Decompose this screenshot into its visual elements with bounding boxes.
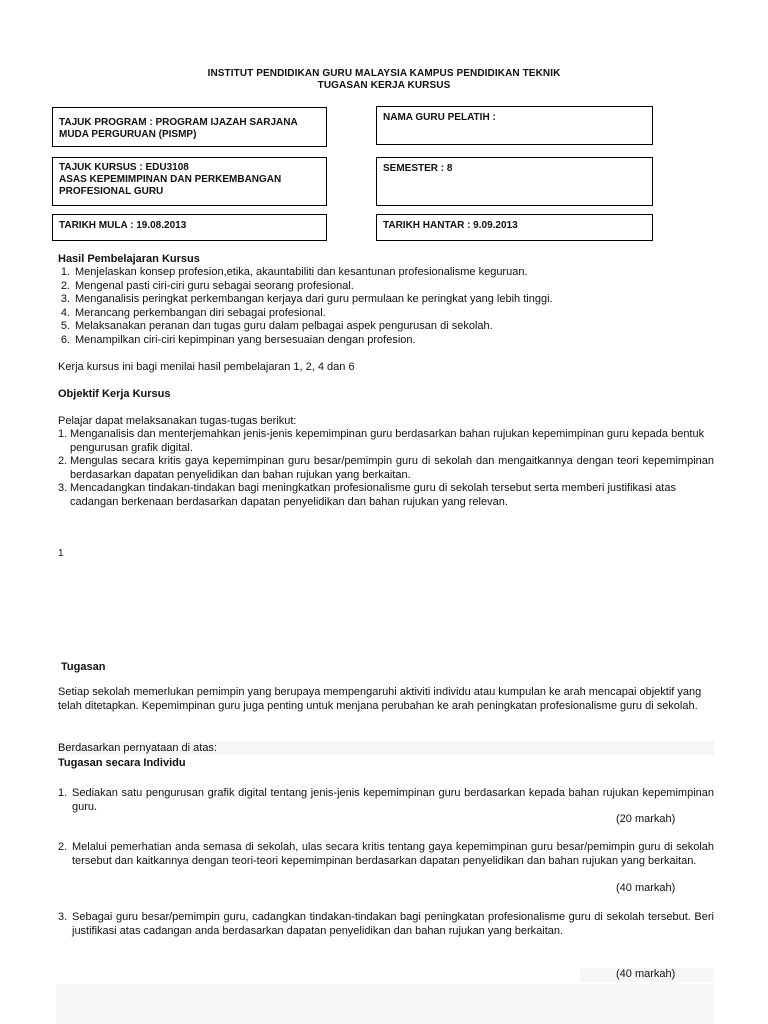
objectives-list [58,428,714,509]
list-item: 1. Menganalisis dan menterjemahkan jenis-jenis kepemimpinan guru berdasarkan bahan rujukan kepemimpinan guru kepada bentuk pengurusan grafik digital. [58,428,705,454]
task-item-2: 2. Melalui pemerhatian anda semasa di sekolah, ulas secara kritis tentang gaya kepemimpinan guru besar/pemimpin guru di sekolah tersebut dan kaitkannya dengan teori-teori kepemimpinan berdasarkan dapatan penyelidikan dan bahan rujukan yang berkaitan. [58,841,714,867]
list-item: 1. Menjelaskan konsep profesion,etika, akauntabiliti dan kesantunan profesionalisme keguruan. [60,266,528,278]
list-item: 5. Melaksanakan peranan dan tugas guru dalam pelbagai aspek pengurusan di sekolah. [60,320,493,332]
start-date-box: TARIKH MULA : 19.08.2013 [52,214,327,241]
learning-outcomes-title: Hasil Pembelajaran Kursus [58,253,200,265]
list-item: 2. Mengenal pasti ciri-ciri guru sebagai seorang profesional. [60,279,354,292]
list-item: 3. Mencadangkan tindakan-tindakan bagi meningkatkan profesionalisme guru di sekolah tersebut serta memberi justifikasi atas cadangan berkenaan berdasarkan dapatan penyelidikan dan bahan rujukan yang relevan. [58,482,676,508]
task-item-3: 3. Sebagai guru besar/pemimpin guru, cadangkan tindakan-tindakan bagi peningkatan profesionalisme guru di sekolah tersebut. Beri justifikasi atas cadangan anda berdasarkan dapatan penyelidikan dan bahan rujukan yang berkaitan. [58,911,714,937]
assignment-lead: Berdasarkan pernyataan di atas: [58,742,217,754]
program-box: TAJUK PROGRAM : PROGRAM IJAZAH SARJANA MUDA PERGURUAN (PISMP) [52,107,327,147]
page-number: 1 [58,548,64,559]
institution-title: INSTITUT PENDIDIKAN GURU MALAYSIA KAMPUS PENDIDIKAN TEKNIK [207,68,561,79]
task-3-marks: (40 markah) [616,968,676,980]
due-date-box: TARIKH HANTAR : 9.09.2013 [376,214,653,241]
assessment-note: Kerja kursus ini bagi menilai hasil pembelajaran 1, 2, 4 dan 6 [58,361,355,373]
objectives-title: Objektif Kerja Kursus [58,388,171,400]
task-2-marks: (40 markah) [616,882,676,894]
assignment-title: Tugasan [61,661,106,673]
list-item: 4. Merancang perkembangan diri sebagai profesional. [60,306,326,319]
objectives-intro: Pelajar dapat melaksanakan tugas-tugas berikut: [58,415,297,427]
list-item: 3. Menganalisis peringkat perkembangan kerjaya dari guru permulaan ke peringkat yang lebih tinggi. [60,293,553,305]
assignment-paragraph: Setiap sekolah memerlukan pemimpin yang berupaya mempengaruhi aktiviti individu atau kumpulan ke arah mencapai objektif yang telah ditetapkan. Kepemimpinan guru juga penting untuk menjana perubahan ke arah peningkatan profesionalisme guru di sekolah. [58,686,702,712]
list-item: 6. Menampilkan ciri-ciri kepimpinan yang bersesuaian dengan profesion. [60,333,416,346]
course-code: TAJUK KURSUS : EDU3108 [59,162,189,173]
student-name-box: NAMA GURU PELATIH : [376,106,653,145]
course-box [52,157,327,206]
semester-box: SEMESTER : 8 [376,157,653,206]
course-name: ASAS KEPEMIMPINAN DAN PERKEMBANGAN PROFESIONAL GURU [59,174,282,197]
individual-task-title: Tugasan secara Individu [58,757,186,769]
task-1-marks: (20 markah) [616,813,676,825]
document-title: TUGASAN KERJA KURSUS [317,80,451,91]
task-item-1: 1. Sediakan satu pengurusan grafik digital tentang jenis-jenis kepemimpinan guru berdasarkan kepada bahan rujukan kepemimpinan guru. [58,787,714,813]
list-item: 2. Mengulas secara kritis gaya kepemimpinan guru besar/pemimpin guru di sekolah dan mengaitkannya dengan teori kepemimpinan berdasarkan dapatan penyelidikan dan bahan rujukan yang berkaitan. [58,455,714,481]
bottom-shade [56,984,714,1024]
learning-outcomes-list [52,266,712,347]
